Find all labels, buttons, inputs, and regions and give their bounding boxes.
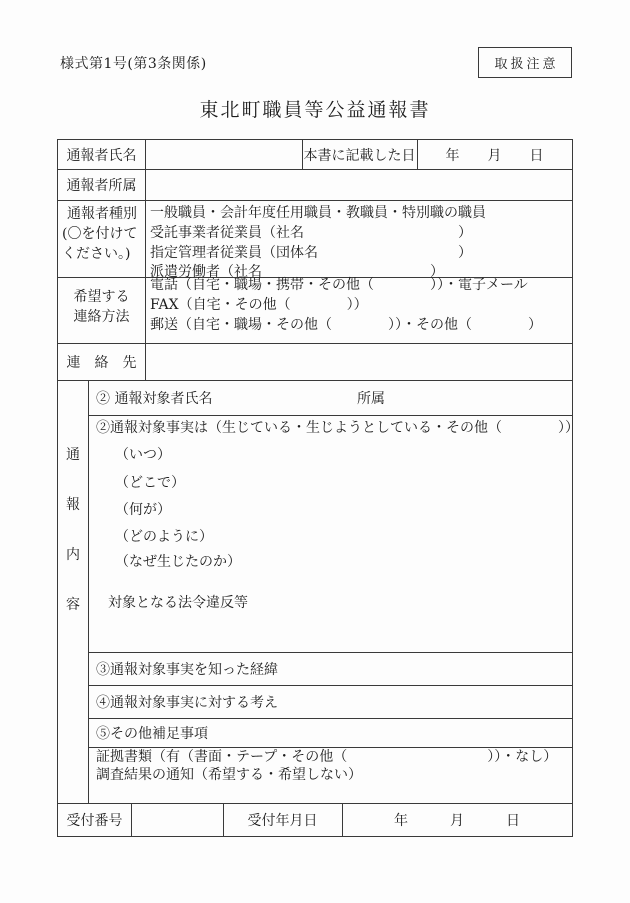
grid-line	[58, 380, 572, 381]
written-date-label: 本書に記載した日	[303, 147, 416, 164]
reporter-type-option-manager: 指定管理者従業員（団体名 ）	[150, 245, 472, 261]
grid-line	[88, 415, 572, 416]
report-content-label-char3: 内	[66, 547, 80, 563]
contact-method-option-phone: 電話（自宅・職場・携帯・その他（ ））・電子メール	[150, 277, 528, 293]
reception-date-value: 年 月 日	[394, 812, 520, 829]
reporter-name-label: 通報者氏名	[66, 147, 137, 164]
handling-caution-label: 取扱注意	[494, 57, 559, 72]
contact-method-label-line1: 希望する	[73, 289, 130, 305]
reporter-name-field[interactable]	[145, 140, 302, 169]
document-title: 東北町職員等公益通報書	[199, 99, 431, 121]
reception-number-field[interactable]	[131, 803, 223, 836]
contact-method-option-mail: 郵送（自宅・職場・その他（ ））・その他（ ）	[150, 317, 542, 333]
reception-number-label: 受付番号	[66, 812, 123, 829]
handling-caution-stamp	[478, 47, 572, 78]
subject-name-field[interactable]	[218, 383, 348, 415]
result-notification-line: 調査結果の通知（希望する・希望しない）	[96, 767, 362, 783]
form-number-note: 様式第1号(第3条関係)	[60, 56, 207, 72]
subject-affiliation-label: 所属	[357, 391, 385, 407]
reporter-type-label-line2: (〇を付けて	[62, 226, 138, 242]
subject-affiliation-field[interactable]	[388, 383, 572, 415]
contact-info-field[interactable]	[145, 343, 572, 380]
grid-line	[58, 200, 572, 201]
supplement-label: ⑤その他補足事項	[96, 725, 208, 742]
report-form-table	[57, 139, 579, 837]
reporter-affiliation-label: 通報者所属	[66, 177, 137, 194]
fact-prompt-how: （どのように）	[115, 529, 213, 545]
fact-status-line: ②通報対象事実は（生じている・生じようとしている・その他（ ））	[96, 420, 579, 436]
reporter-type-label-line3: ください。)	[62, 246, 131, 262]
reporter-affiliation-field[interactable]	[145, 169, 572, 200]
how-known-label: ③通報対象事実を知った経緯	[96, 661, 278, 678]
reporter-type-option-general: 一般職員・会計年度任用職員・教職員・特別職の職員	[150, 205, 486, 221]
report-content-label-char4: 容	[66, 597, 80, 613]
evidence-documents-line: 証拠書類（有（書面・テープ・その他（ ））・なし）	[96, 749, 558, 765]
fact-prompt-why: （なぜ生じたのか）	[115, 554, 241, 570]
fact-prompt-what: （何が）	[115, 502, 171, 518]
reporter-type-option-contractor: 受託事業者従業員（社名 ）	[150, 225, 472, 241]
reception-date-label: 受付年月日	[247, 812, 318, 829]
contact-method-option-fax: FAX（自宅・その他（ ））	[150, 297, 368, 313]
written-date-value: 年 月 日	[445, 147, 544, 164]
contact-method-label-line2: 連絡方法	[73, 309, 130, 325]
report-content-label-char2: 報	[66, 497, 80, 513]
fact-law-violation-label: 対象となる法令違反等	[108, 595, 248, 611]
fact-prompt-where: （どこで）	[115, 475, 185, 491]
reporter-type-option-dispatch: 派遣労働者（社名 ）	[150, 264, 444, 280]
fact-prompt-when: （いつ）	[115, 447, 171, 463]
subject-name-label: ② 通報対象者氏名	[96, 391, 213, 407]
reporter-type-label-line1: 通報者種別	[67, 206, 137, 222]
report-content-label-char1: 通	[66, 447, 80, 463]
opinion-label: ④通報対象事実に対する考え	[96, 694, 278, 711]
contact-info-label: 連 絡 先	[66, 354, 137, 371]
